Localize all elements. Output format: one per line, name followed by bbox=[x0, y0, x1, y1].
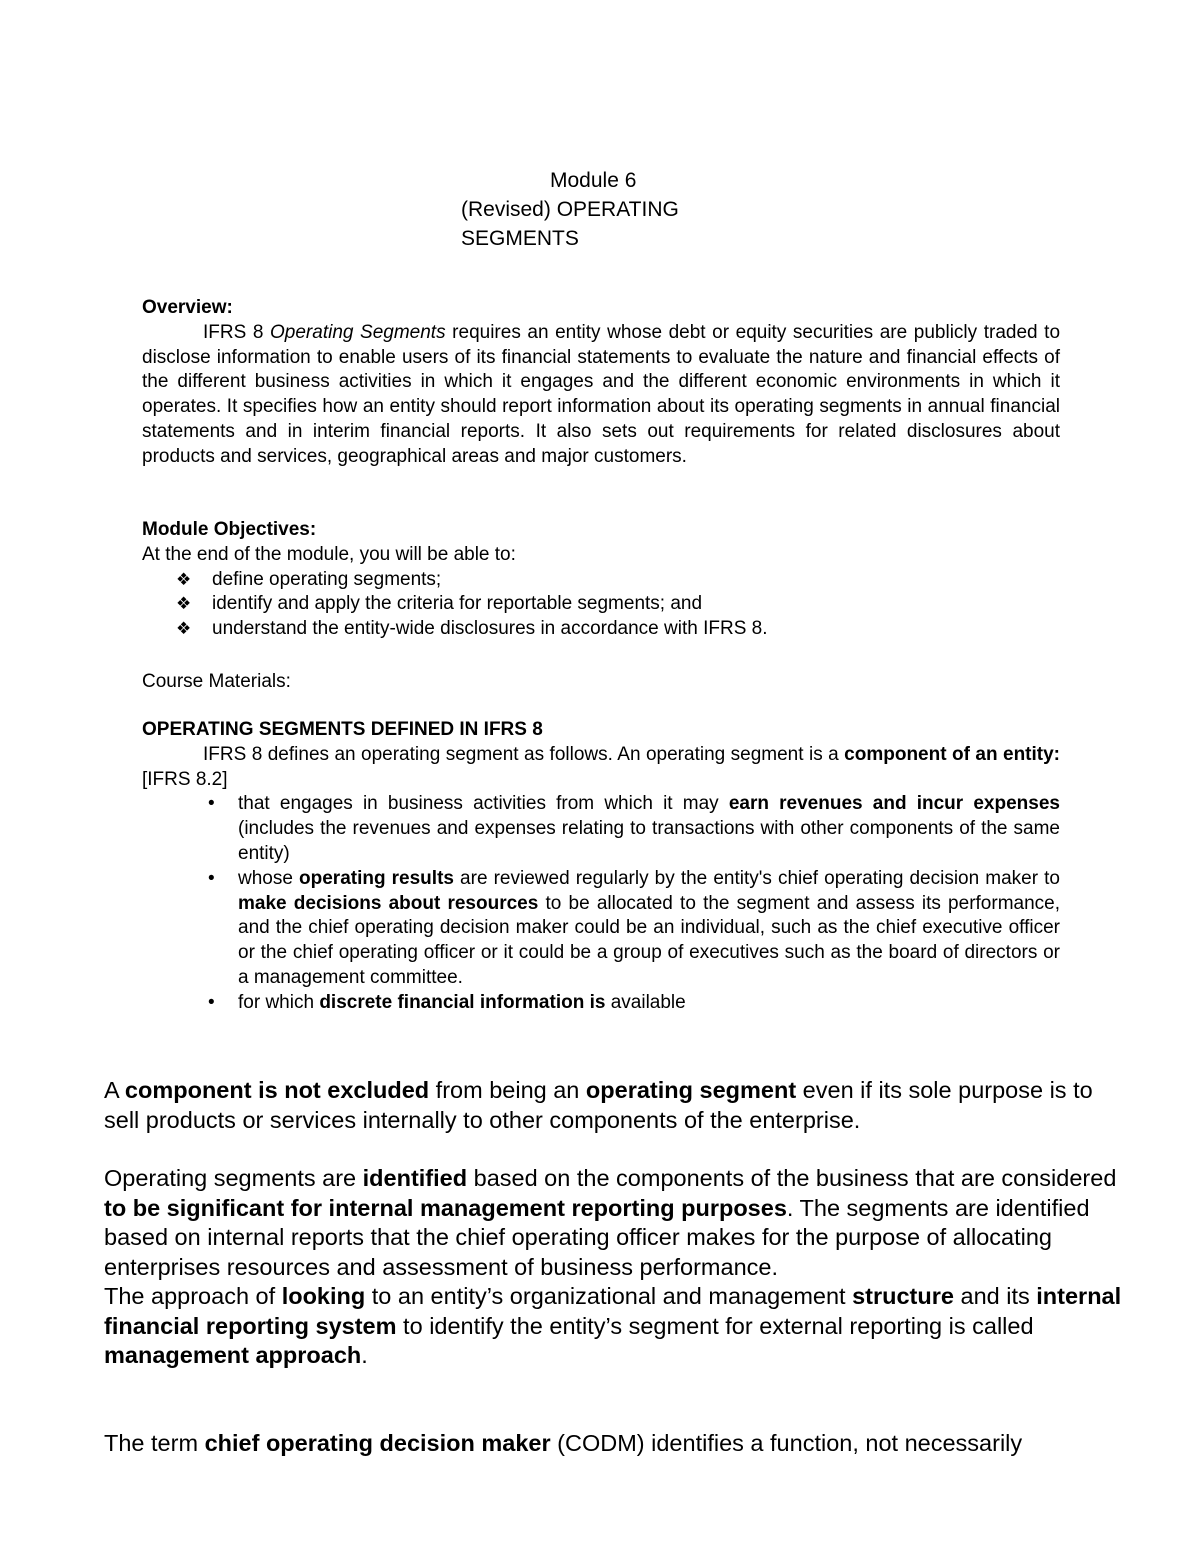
bold-text-run: operating segment bbox=[585, 1077, 797, 1103]
bold-text-run: management approach bbox=[104, 1342, 362, 1368]
overview-section bbox=[142, 296, 1060, 470]
intro-reference: [IFRS 8.2] bbox=[142, 768, 228, 790]
text-run: (CODM) identifies a function, not necessarily bbox=[550, 1430, 1023, 1456]
bold-text-run: internal financial reporting system bbox=[104, 1283, 1122, 1339]
list-item bbox=[208, 991, 1060, 1016]
codm-paragraph bbox=[104, 1429, 1124, 1459]
bold-text-run: structure bbox=[852, 1283, 954, 1309]
intro-text: IFRS 8 defines an operating segment as follows. An operating segment is a bbox=[203, 743, 845, 765]
text-run: and its bbox=[953, 1283, 1037, 1309]
list-item bbox=[208, 867, 1060, 991]
overview-paragraph bbox=[142, 321, 1060, 470]
diamond-bullet-icon: ❖ bbox=[176, 569, 192, 589]
course-materials-label: Course Materials: bbox=[142, 671, 291, 692]
objectives-section bbox=[142, 518, 1060, 642]
objectives-heading: Module Objectives: bbox=[142, 519, 317, 540]
module-title bbox=[461, 166, 761, 253]
title-line-1: Module 6 bbox=[550, 169, 637, 192]
bold-text-run: component is not excluded bbox=[124, 1077, 430, 1103]
segments-defined-section bbox=[142, 718, 1060, 1016]
bold-text-run: chief operating decision maker bbox=[204, 1430, 551, 1456]
criteria-bold-text: earn revenues and incur expenses bbox=[728, 793, 1060, 815]
component-paragraph bbox=[104, 1076, 1124, 1135]
objective-text: define operating segments; bbox=[212, 568, 442, 590]
list-item bbox=[208, 792, 1060, 866]
objectives-intro: At the end of the module, you will be able to: bbox=[142, 543, 516, 565]
text-run: . The segments are identified based on internal reports that the chief operating officer makes for the purpose of allocating enterprises resources and assessment of business performance. bbox=[104, 1194, 1090, 1280]
list-item bbox=[176, 592, 1060, 617]
intro-bold-text: component of an entity: bbox=[844, 743, 1061, 765]
paragraph-text bbox=[104, 1429, 1124, 1459]
title-line-2: (Revised) OPERATING bbox=[461, 198, 679, 221]
text-run: to identify the entity’s segment for external reporting is called bbox=[396, 1312, 1034, 1339]
paragraph-text bbox=[104, 1164, 1124, 1282]
segment-criteria-list bbox=[142, 792, 1060, 1015]
objective-text: understand the entity-wide disclosures in accordance with IFRS 8. bbox=[212, 618, 768, 640]
criteria-text: for which bbox=[238, 991, 320, 1013]
overview-text-post: requires an entity whose debt or equity securities are publicly traded to disclose information to enable users of its financial statements to evaluate the nature and financial effects of the different business activities in which it engages and the different economic environments in which it operates. It specifies how an entity should report information about its operating segments in annual financial statements and in interim financial reports. It also sets out requirements for related disclosures about products and services, geographical areas and major customers. bbox=[142, 321, 1061, 467]
criteria-text: that engages in business activities from which it may bbox=[238, 793, 729, 815]
criteria-text: are reviewed regularly by the entity's chief operating decision maker to bbox=[453, 867, 1060, 889]
overview-heading: Overview: bbox=[142, 297, 233, 318]
dot-bullet-icon: • bbox=[208, 867, 215, 889]
criteria-text: to be allocated to the segment and assess its performance, and the chief operating decision maker could be an individual, such as the chief executive officer or the chief operating officer or it could be a group of executives such as the board of directors or a management committee. bbox=[238, 892, 1060, 988]
text-run: A bbox=[104, 1077, 125, 1103]
diamond-bullet-icon: ❖ bbox=[176, 619, 192, 639]
diamond-bullet-icon: ❖ bbox=[176, 594, 192, 614]
bold-text-run: to be significant for internal management reporting purposes bbox=[104, 1194, 787, 1221]
text-run: The term bbox=[104, 1430, 205, 1456]
criteria-text: (includes the revenues and expenses relating to transactions with other components of the same entity) bbox=[238, 818, 1060, 864]
list-item bbox=[176, 617, 1060, 642]
text-run: from being an bbox=[429, 1077, 586, 1103]
title-line-3: SEGMENTS bbox=[461, 227, 579, 250]
text-run: The approach of bbox=[104, 1283, 282, 1309]
bold-text-run: looking bbox=[281, 1283, 366, 1309]
text-run: Operating segments are bbox=[104, 1165, 363, 1191]
text-run: based on the components of the business that are considered bbox=[467, 1165, 1117, 1191]
criteria-bold-text: operating results bbox=[299, 867, 454, 889]
list-item bbox=[176, 568, 1060, 593]
objective-text: identify and apply the criteria for reportable segments; and bbox=[212, 593, 703, 615]
criteria-bold-text: discrete financial information is bbox=[319, 991, 606, 1013]
text-run: even if its sole purpose is to sell products or services internally to other components of the enterprise. bbox=[104, 1077, 1093, 1133]
overview-text-pre: IFRS 8 bbox=[203, 321, 271, 343]
segments-defined-heading: OPERATING SEGMENTS DEFINED IN IFRS 8 bbox=[142, 719, 543, 740]
objectives-list bbox=[142, 568, 1060, 642]
overview-text-italic: Operating Segments bbox=[270, 321, 446, 343]
dot-bullet-icon: • bbox=[208, 793, 215, 815]
segments-defined-intro bbox=[142, 743, 1060, 793]
text-run: to an entity’s organizational and management bbox=[365, 1283, 853, 1309]
bold-text-run: identified bbox=[362, 1165, 468, 1191]
text-run: . bbox=[361, 1342, 368, 1368]
identification-paragraphs bbox=[104, 1164, 1124, 1371]
paragraph-text bbox=[104, 1282, 1124, 1371]
criteria-text: whose bbox=[238, 867, 300, 889]
criteria-text: available bbox=[605, 991, 686, 1013]
criteria-bold-text: make decisions about resources bbox=[238, 892, 539, 914]
dot-bullet-icon: • bbox=[208, 991, 215, 1013]
paragraph-text bbox=[104, 1076, 1124, 1135]
